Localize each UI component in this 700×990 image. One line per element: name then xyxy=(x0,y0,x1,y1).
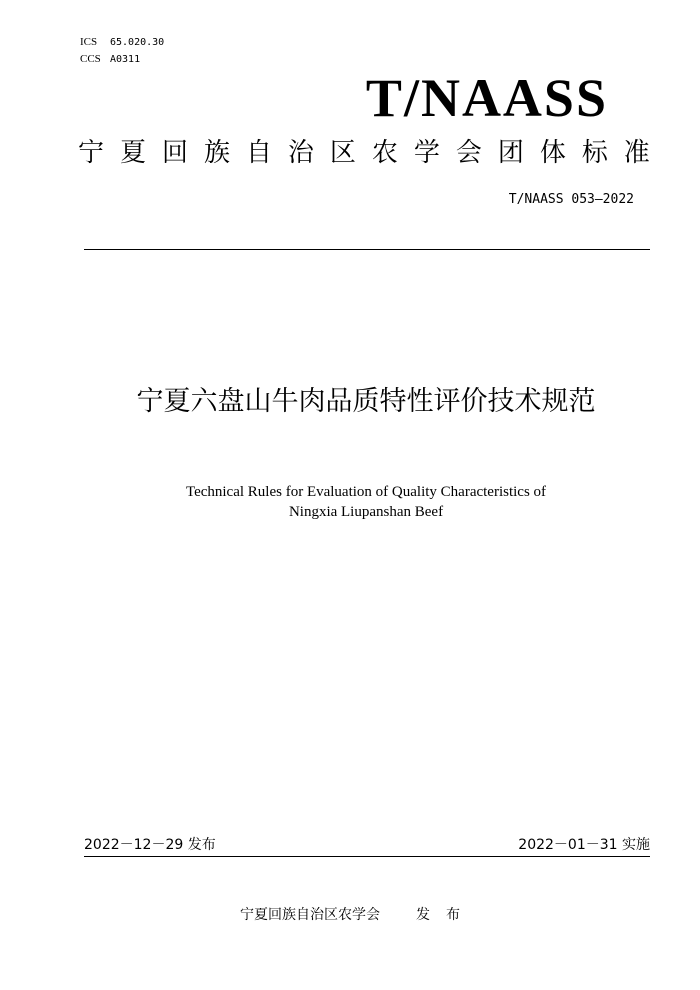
ics-row xyxy=(80,34,164,51)
standard-number: T/NAASS 053—2022 xyxy=(508,192,634,207)
standard-type-char: 体 xyxy=(539,138,566,168)
implementation-date: 2022－01－31 实施 xyxy=(518,837,650,853)
standard-type-char: 夏 xyxy=(119,138,146,168)
standard-type-char: 自 xyxy=(245,138,272,168)
issue-date: 2022－12－29 发布 xyxy=(84,837,216,853)
title-english-line: Technical Rules for Evaluation of Quality Characteristics of xyxy=(185,484,547,500)
ccs-label: CCS xyxy=(80,53,101,65)
standard-type-char: 族 xyxy=(203,138,230,168)
standard-type-char: 准 xyxy=(623,138,650,168)
title-english xyxy=(0,482,700,522)
issuer xyxy=(240,904,476,924)
bottom-divider xyxy=(84,856,650,857)
issuer-publish: 发布 xyxy=(416,907,476,923)
title-chinese: 宁夏六盘山牛肉品质特性评价技术规范 xyxy=(136,386,596,417)
standard-type xyxy=(78,136,650,170)
ccs-value: A0311 xyxy=(110,54,141,65)
ics-value: 65.020.30 xyxy=(110,37,165,48)
standard-type-char: 会 xyxy=(455,138,482,168)
standard-type-char: 宁 xyxy=(78,138,105,168)
issuer-name: 宁夏回族自治区农学会 xyxy=(240,907,380,923)
org-code: T/NAASS xyxy=(365,68,608,128)
standard-type-char: 区 xyxy=(329,138,356,168)
standard-type-char: 农 xyxy=(371,138,398,168)
standard-type-char: 学 xyxy=(413,138,440,168)
standard-type-char: 治 xyxy=(287,138,314,168)
ccs-row xyxy=(80,51,164,68)
standard-type-char: 团 xyxy=(497,138,524,168)
standard-type-char: 标 xyxy=(581,138,608,168)
top-divider xyxy=(84,249,650,250)
title-english-line: Ningxia Liupanshan Beef xyxy=(288,504,444,520)
ics-label: ICS xyxy=(80,36,98,48)
standard-type-char: 回 xyxy=(161,138,188,168)
classification-codes xyxy=(80,34,164,68)
